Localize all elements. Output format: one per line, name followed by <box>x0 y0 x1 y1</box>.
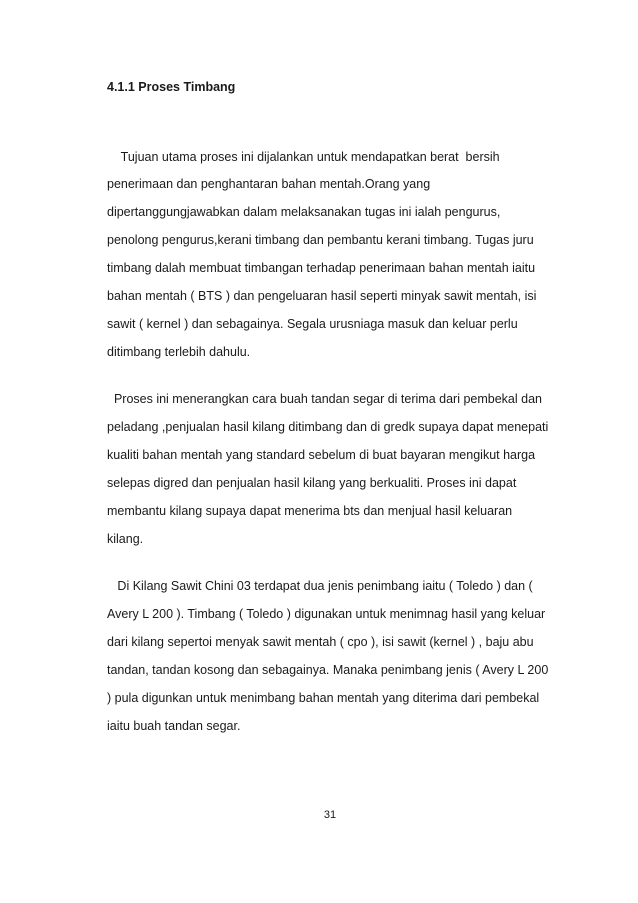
paragraph-2-line-2: peladang ,penjualan hasil kilang ditimbang dan di gredk supaya dapat menepati <box>107 420 549 434</box>
paragraph-1-line-7: sawit ( kernel ) dan sebagainya. Segala urusniaga masuk dan keluar perlu <box>107 317 518 331</box>
paragraph-3-line-5: ) pula digunkan untuk menimbang bahan mentah yang diterima dari pembekal <box>107 691 540 705</box>
paragraph-2-line-5: membantu kilang supaya dapat menerima bts dan menjual hasil keluaran <box>107 504 513 518</box>
paragraph-3-line-4: tandan, tandan kosong dan sebagainya. Manaka penimbang jenis ( Avery L 200 <box>107 663 549 677</box>
paragraph-1-line-3: dipertanggungjawabkan dalam melaksanakan tugas ini ialah pengurus, <box>107 205 501 219</box>
paragraph-2-line-3: kualiti bahan mentah yang standard sebelum di buat bayaran mengikut harga <box>107 448 536 462</box>
paragraph-2-line-6: kilang. <box>107 532 144 546</box>
paragraph-2-line-4: selepas digred dan penjualan hasil kilang yang berkualiti. Proses ini dapat <box>107 476 517 490</box>
paragraph-1-line-4: penolong pengurus,kerani timbang dan pembantu kerani timbang. Tugas juru <box>107 233 534 247</box>
paragraph-3-line-1: Di Kilang Sawit Chini 03 terdapat dua jenis penimbang iaitu ( Toledo ) dan ( <box>107 579 533 593</box>
page-number: 31 <box>323 809 337 821</box>
paragraph-1-line-2: penerimaan dan penghantaran bahan mentah.Orang yang <box>107 177 431 191</box>
paragraph-1-line-1: Tujuan utama proses ini dijalankan untuk mendapatkan berat bersih <box>107 150 500 164</box>
paragraph-2-line-1: Proses ini menerangkan cara buah tandan segar di terima dari pembekal dan <box>107 392 542 406</box>
paragraph-3-line-3: dari kilang sepertoi menyak sawit mentah ( cpo ), isi sawit (kernel ) , baju abu <box>107 635 534 649</box>
paragraph-1-line-6: bahan mentah ( BTS ) dan pengeluaran hasil seperti minyak sawit mentah, isi <box>107 289 537 303</box>
section-heading: 4.1.1 Proses Timbang <box>107 80 236 94</box>
paragraph-3-line-2: Avery L 200 ). Timbang ( Toledo ) digunakan untuk menimnag hasil yang keluar <box>107 607 546 621</box>
paragraph-3-line-6: iaitu buah tandan segar. <box>107 719 241 733</box>
paragraph-1-line-5: timbang dalah membuat timbangan terhadap penerimaan bahan mentah iaitu <box>107 261 536 275</box>
paragraph-1-line-8: ditimbang terlebih dahulu. <box>107 345 251 359</box>
